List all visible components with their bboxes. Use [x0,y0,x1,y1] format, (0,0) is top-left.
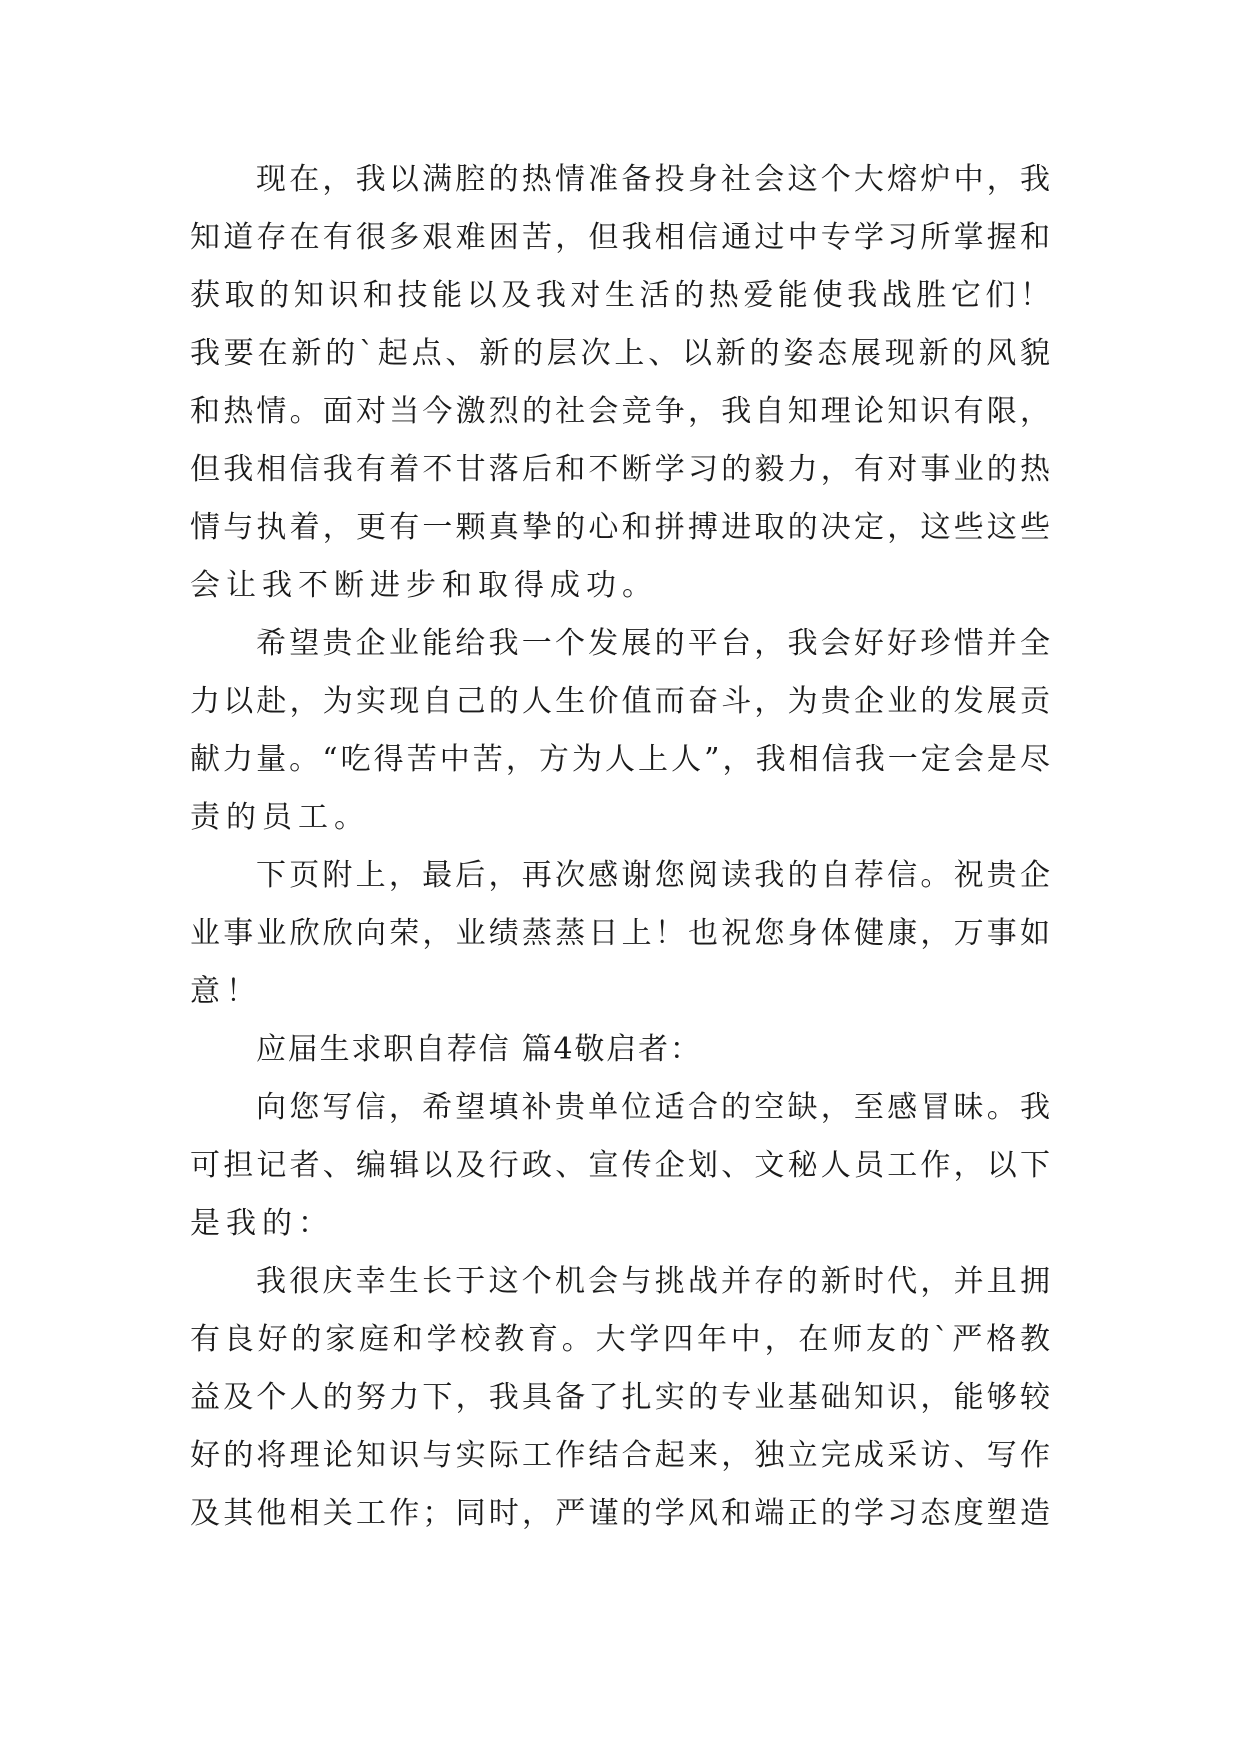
text-line: 希望贵企业能给我一个发展的平台，我会好好珍惜并全 [256,626,1050,661]
text-line: 献力量。“吃得苦中苦，方为人上人”，我相信我一定会是尽 [190,742,1050,777]
text-line: 会让我不断进步和取得成功。 [190,568,658,603]
text-line: 和热情。面对当今激烈的社会竞争，我自知理论知识有限， [190,394,1050,429]
text-line: 业事业欣欣向荣，业绩蒸蒸日上！也祝您身体健康，万事如 [190,916,1050,951]
text-line: 知道存在有很多艰难困苦，但我相信通过中专学习所掌握和 [190,220,1050,255]
text-line: 向您写信，希望填补贵单位适合的空缺，至感冒昧。我 [256,1090,1050,1125]
text-line: 责的员工。 [190,800,370,835]
text-line: 但我相信我有着不甘落后和不断学习的毅力，有对事业的热 [190,452,1050,487]
text-line: 我很庆幸生长于这个机会与挑战并存的新时代，并且拥 [256,1264,1050,1299]
text-line: 益及个人的努力下，我具备了扎实的专业基础知识，能够较 [190,1380,1050,1415]
text-line: 及其他相关工作；同时，严谨的学风和端正的学习态度塑造 [190,1496,1050,1531]
text-line: 有良好的家庭和学校教育。大学四年中，在师友的`严格教 [190,1322,1050,1357]
text-line: 意！ [190,974,262,1009]
text-line: 好的将理论知识与实际工作结合起来，独立完成采访、写作 [190,1438,1050,1473]
text-line: 是我的： [190,1206,334,1241]
text-line: 下页附上，最后，再次感谢您阅读我的自荐信。祝贵企 [256,858,1050,893]
text-line: 我要在新的`起点、新的层次上、以新的姿态展现新的风貌 [190,336,1050,371]
section-heading: 应届生求职自荐信 篇4敬启者： [256,1032,702,1067]
text-line: 获取的知识和技能以及我对生活的热爱能使我战胜它们！ [190,278,1050,313]
text-line: 可担记者、编辑以及行政、宣传企划、文秘人员工作，以下 [190,1148,1050,1183]
text-line: 情与执着，更有一颗真挚的心和拼搏进取的决定，这些这些 [190,510,1050,545]
text-line: 现在，我以满腔的热情准备投身社会这个大熔炉中，我 [256,162,1050,197]
text-line: 力以赴，为实现自己的人生价值而奋斗，为贵企业的发展贡 [190,684,1050,719]
